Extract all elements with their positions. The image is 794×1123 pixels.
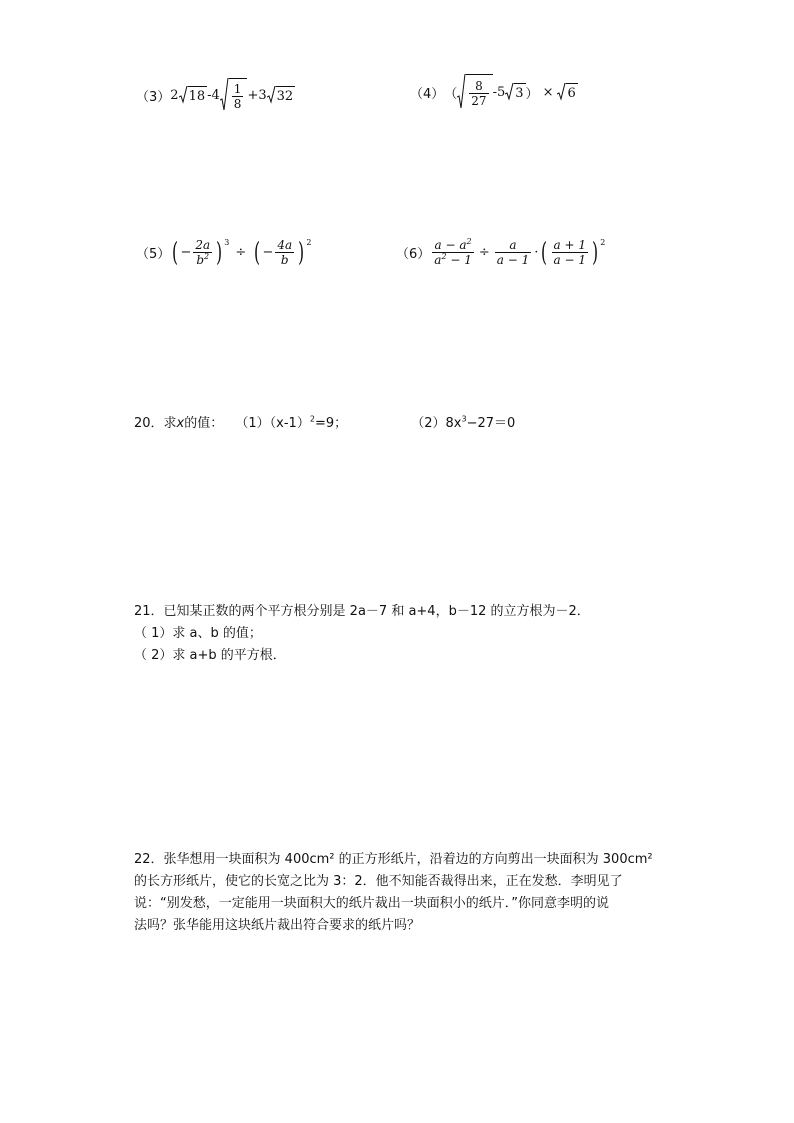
problem-3-label: （3） xyxy=(136,89,171,105)
problem-4: （4） （ $\frac{8}{27}$ - 5 3 ） × 6 xyxy=(410,74,578,110)
question-22-line-4: 法吗？张华能用这块纸片裁出符合要求的纸片吗？ xyxy=(134,918,421,933)
question-21-part-1: （ 1）求 a、b 的值； xyxy=(134,626,262,641)
question-21-part-2: （ 2）求 a+b 的平方根． xyxy=(134,648,286,663)
problem-6-label: （6） xyxy=(396,247,431,262)
question-22-line-1: 22．张华想用一块面积为 400cm² 的正方形纸片，沿着边的方向剪出一块面积为 300cm² xyxy=(134,852,653,867)
coef: 2 xyxy=(170,87,179,103)
question-21-stem: 21．已知某正数的两个平方根分别是 2a－7 和 a+4，b－12 的立方根为－2． xyxy=(134,604,590,619)
problem-4-label: （4） xyxy=(410,86,445,102)
sqrt-8-27: $\frac{8}{27}$ xyxy=(457,74,492,110)
question-21 xyxy=(134,601,590,667)
question-20: 20．求x的值： $(1)(x-1)^2=9$； $(2)8x^3-27=0$ xyxy=(134,414,516,431)
problem-6: （6） $\frac{a - a^2}{a^2 - 1}$ ÷ $\frac{a}{a - 1}$ · ( $\frac{a + 1}{a - 1}$ ) 2 xyxy=(396,237,606,268)
sqrt-1-8: $\frac{1}{8}$ xyxy=(220,78,248,112)
sqrt-32: 32 xyxy=(267,86,296,104)
question-22 xyxy=(134,849,653,937)
sqrt-3: 3 xyxy=(505,83,525,101)
sqrt-6: 6 xyxy=(557,83,577,101)
problem-5: （5） ( − $\frac{2a}{b^2}$ ) 3 ÷ ( − $\frac{4a}{b}$ ) 2 xyxy=(136,237,312,268)
problem-5-label: （5） xyxy=(136,247,171,262)
question-22-line-2: 的长方形纸片，使它的长宽之比为 3：2．他不知能否裁得出来，正在发愁．李明见了 xyxy=(134,874,623,889)
sqrt-18: 18 xyxy=(179,86,208,104)
question-22-line-3: 说：“别发愁，一定能用一块面积大的纸片裁出一块面积小的纸片．”你同意李明的说 xyxy=(134,896,609,911)
problem-3: （3） 2 18 - 4 $\frac{1}{8}$ + 3 32 xyxy=(136,78,295,112)
